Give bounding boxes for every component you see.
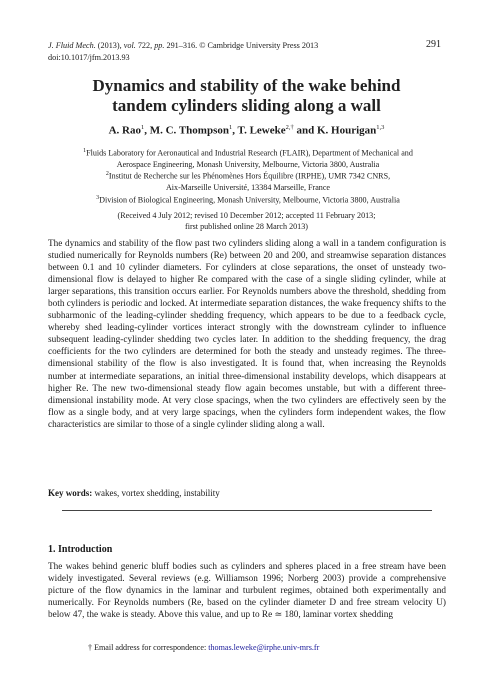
affiliation-1-line-2: Aerospace Engineering, Monash University, Melbourne, Victoria 3800, Australia bbox=[116, 159, 380, 169]
section-number: 1. bbox=[48, 544, 56, 555]
received-line-1: (Received 4 July 2012; revised 10 December 2012; accepted 11 February 2013; bbox=[117, 211, 376, 220]
author-sep-1: , bbox=[144, 124, 150, 137]
pages-label: pp. bbox=[154, 41, 165, 50]
author-2: M. C. Thompson bbox=[149, 124, 229, 137]
corresponding-dagger: † bbox=[290, 124, 294, 131]
volume-number: 722, bbox=[135, 41, 155, 50]
author-4: K. Hourigan bbox=[317, 124, 377, 137]
footnote bbox=[88, 643, 418, 652]
author-3: T. Leweke bbox=[237, 124, 286, 137]
affiliation-1-line-1 bbox=[58, 146, 438, 159]
keywords bbox=[48, 488, 220, 498]
affiliation-2 bbox=[58, 169, 438, 193]
affiliation-2-line-2: Aix-Marseille Université, 13384 Marseille, France bbox=[165, 182, 331, 192]
author-3-affil bbox=[286, 124, 294, 131]
keywords-text: wakes, vortex shedding, instability bbox=[92, 488, 220, 498]
section-title: Introduction bbox=[58, 544, 113, 555]
received-dates bbox=[60, 210, 433, 232]
author-4-affil: 1,3 bbox=[376, 124, 385, 131]
abstract-divider bbox=[62, 510, 432, 511]
affiliation-2-mark: 2 bbox=[105, 171, 109, 177]
citation-line bbox=[48, 40, 318, 52]
author-1-affil: 1 bbox=[140, 124, 145, 131]
author-1: A. Rao bbox=[108, 124, 141, 137]
page-number: 291 bbox=[426, 39, 441, 50]
affiliation-3-text-1: Division of Biological Engineering, Monash University, Melbourne, Victoria 3800, Australia bbox=[99, 195, 400, 205]
email-link[interactable]: thomas.leweke@irphe.univ-mrs.fr bbox=[208, 643, 320, 652]
volume-label: vol. bbox=[123, 41, 136, 50]
keywords-label: Key words: bbox=[48, 488, 93, 498]
received-line-2: first published online 28 March 2013) bbox=[185, 222, 308, 231]
journal-year: (2013), bbox=[95, 41, 124, 50]
affiliation-3-mark: 3 bbox=[96, 195, 100, 201]
affiliation-2-text-1: Institut de Recherche sur les Phénomènes Hors Équilibre (IRPHE), UMR 7342 CNRS, bbox=[108, 171, 391, 181]
affiliation-1 bbox=[58, 146, 438, 170]
paper-title bbox=[40, 76, 453, 116]
footnote-mark: † bbox=[88, 643, 93, 652]
journal-header bbox=[48, 40, 318, 64]
pages-and-copyright: 291–316. © Cambridge University Press 2013 bbox=[164, 41, 319, 50]
section-heading bbox=[48, 544, 112, 555]
affiliation-1-mark: 1 bbox=[83, 148, 87, 154]
abstract: The dynamics and stability of the flow past two cylinders sliding along a wall in a tandem configuration is studied numerically for Reynolds numbers (Re) between 20 and 200, and streamwise separation distances between 0.1 and 10 cylinder diameters. For cylinders at close separations, the onset of unsteady two-dimensional flow is delayed to higher Re compared with the case of a single sliding cylinder, while at larger separations, this transition occurs earlier. For Reynolds numbers above the threshold, shedding from both cylinders is periodic and locked. At intermediate separation distances, the wake frequency shifts to the subharmonic of the leading-cylinder shedding frequency, which appears to be due to a feedback cycle, whereby shed leading-cylinder vortices interact strongly with the downstream cylinder to influence subsequent leading-cylinder shedding two cycles later. In addition to the shedding frequency, the drag coefficients for the two cylinders are determined for both the steady and unsteady regimes. The three-dimensional stability of the flow is also investigated. It is found that, when increasing the Reynolds number at intermediate separations, an initial three-dimensional instability develops, which disappears at higher Re. The new two-dimensional steady flow again becomes unstable, but with a different three-dimensional instability mode. At very close spacings, when the two cylinders are effectively seen by the flow as a single body, and at very large spacings, when the cylinders form independent wakes, the flow characteristics are similar to those of a single cylinder sliding along a wall. bbox=[48, 239, 446, 430]
author-2-affil: 1 bbox=[228, 124, 233, 131]
affiliation-3 bbox=[58, 193, 438, 206]
title-line-1: Dynamics and stability of the wake behind bbox=[92, 76, 401, 95]
author-and: and bbox=[293, 124, 317, 137]
author-list bbox=[40, 124, 453, 137]
affiliation-1-text-1: Fluids Laboratory for Aeronautical and Industrial Research (FLAIR), Department of Mechanical and bbox=[86, 148, 413, 158]
author-3-affil-num: 2, bbox=[285, 124, 291, 131]
author-sep-2: , bbox=[232, 124, 238, 137]
affiliation-2-line-1 bbox=[58, 169, 438, 182]
affiliation-3-line-1 bbox=[58, 193, 438, 206]
title-line-2: tandem cylinders sliding along a wall bbox=[112, 96, 381, 115]
footnote-text: Email address for correspondence: bbox=[92, 643, 209, 652]
introduction-text: The wakes behind generic bluff bodies such as cylinders and spheres placed in a free stream have been widely investigated. Several reviews (e.g. Williamson 1996; Norberg 2003) provide a comprehensive picture of the flow dynamics in the laminar and turbulent regimes, obtained both experimentally and numerically. For Reynolds numbers (Re, based on the cylinder diameter D and free stream velocity U) below 47, the wake is steady. Above this value, and up to Re ≃ 180, laminar vortex shedding bbox=[48, 562, 446, 621]
journal-name: J. Fluid Mech. bbox=[48, 41, 96, 50]
doi[interactable]: doi:10.1017/jfm.2013.93 bbox=[48, 53, 130, 62]
